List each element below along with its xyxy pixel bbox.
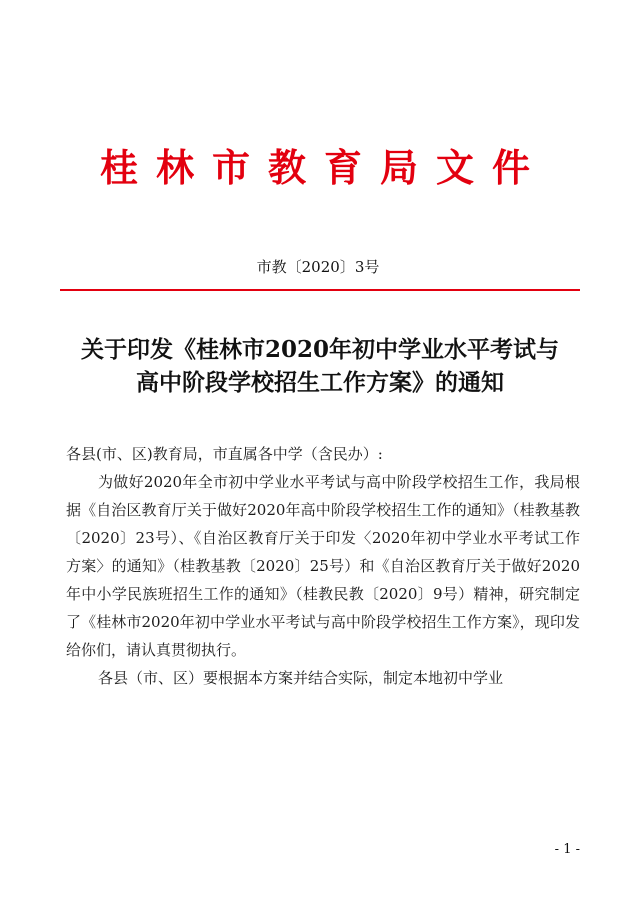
title-line-1: 关于印发《桂林市2020年初中学业水平考试与: [80, 336, 559, 363]
document-body: [66, 440, 580, 692]
body-paragraph-2: 各县（市、区）要根据本方案并结合实际，制定本地初中学业: [98, 669, 504, 687]
document-number: 市教〔2020〕3号: [256, 258, 380, 276]
body-paragraph-1: 为做好2020年全市初中学业水平考试与高中阶段学校招生工作，我局根据《自治区教育厅关于做好2020年高中阶段学校招生工作的通知》（桂教基教〔2020〕23号）、《自治区教育厅关于印发〈2020年初中学业水平考试工作方案〉的通知》（桂教基教〔2020〕25号）和《自治区教育厅关于做好2020年中小学民族班招生工作的通知》（桂教民教〔2020〕9号）精神，研究制定了《桂林市2020年初中学业水平考试与高中阶段学校招生工作方案》，现印发给你们，请认真贯彻执行。: [66, 473, 580, 659]
page-number: - 1 -: [554, 842, 580, 857]
addressee-line: 各县(市、区)教育局，市直属各中学（含民办）:: [66, 445, 383, 463]
organization-header-title: 桂林市教育局文件: [99, 146, 548, 190]
red-divider-line: [60, 289, 580, 291]
title-line-2: 高中阶段学校招生工作方案》的通知: [136, 369, 504, 396]
document-title: [60, 333, 580, 399]
